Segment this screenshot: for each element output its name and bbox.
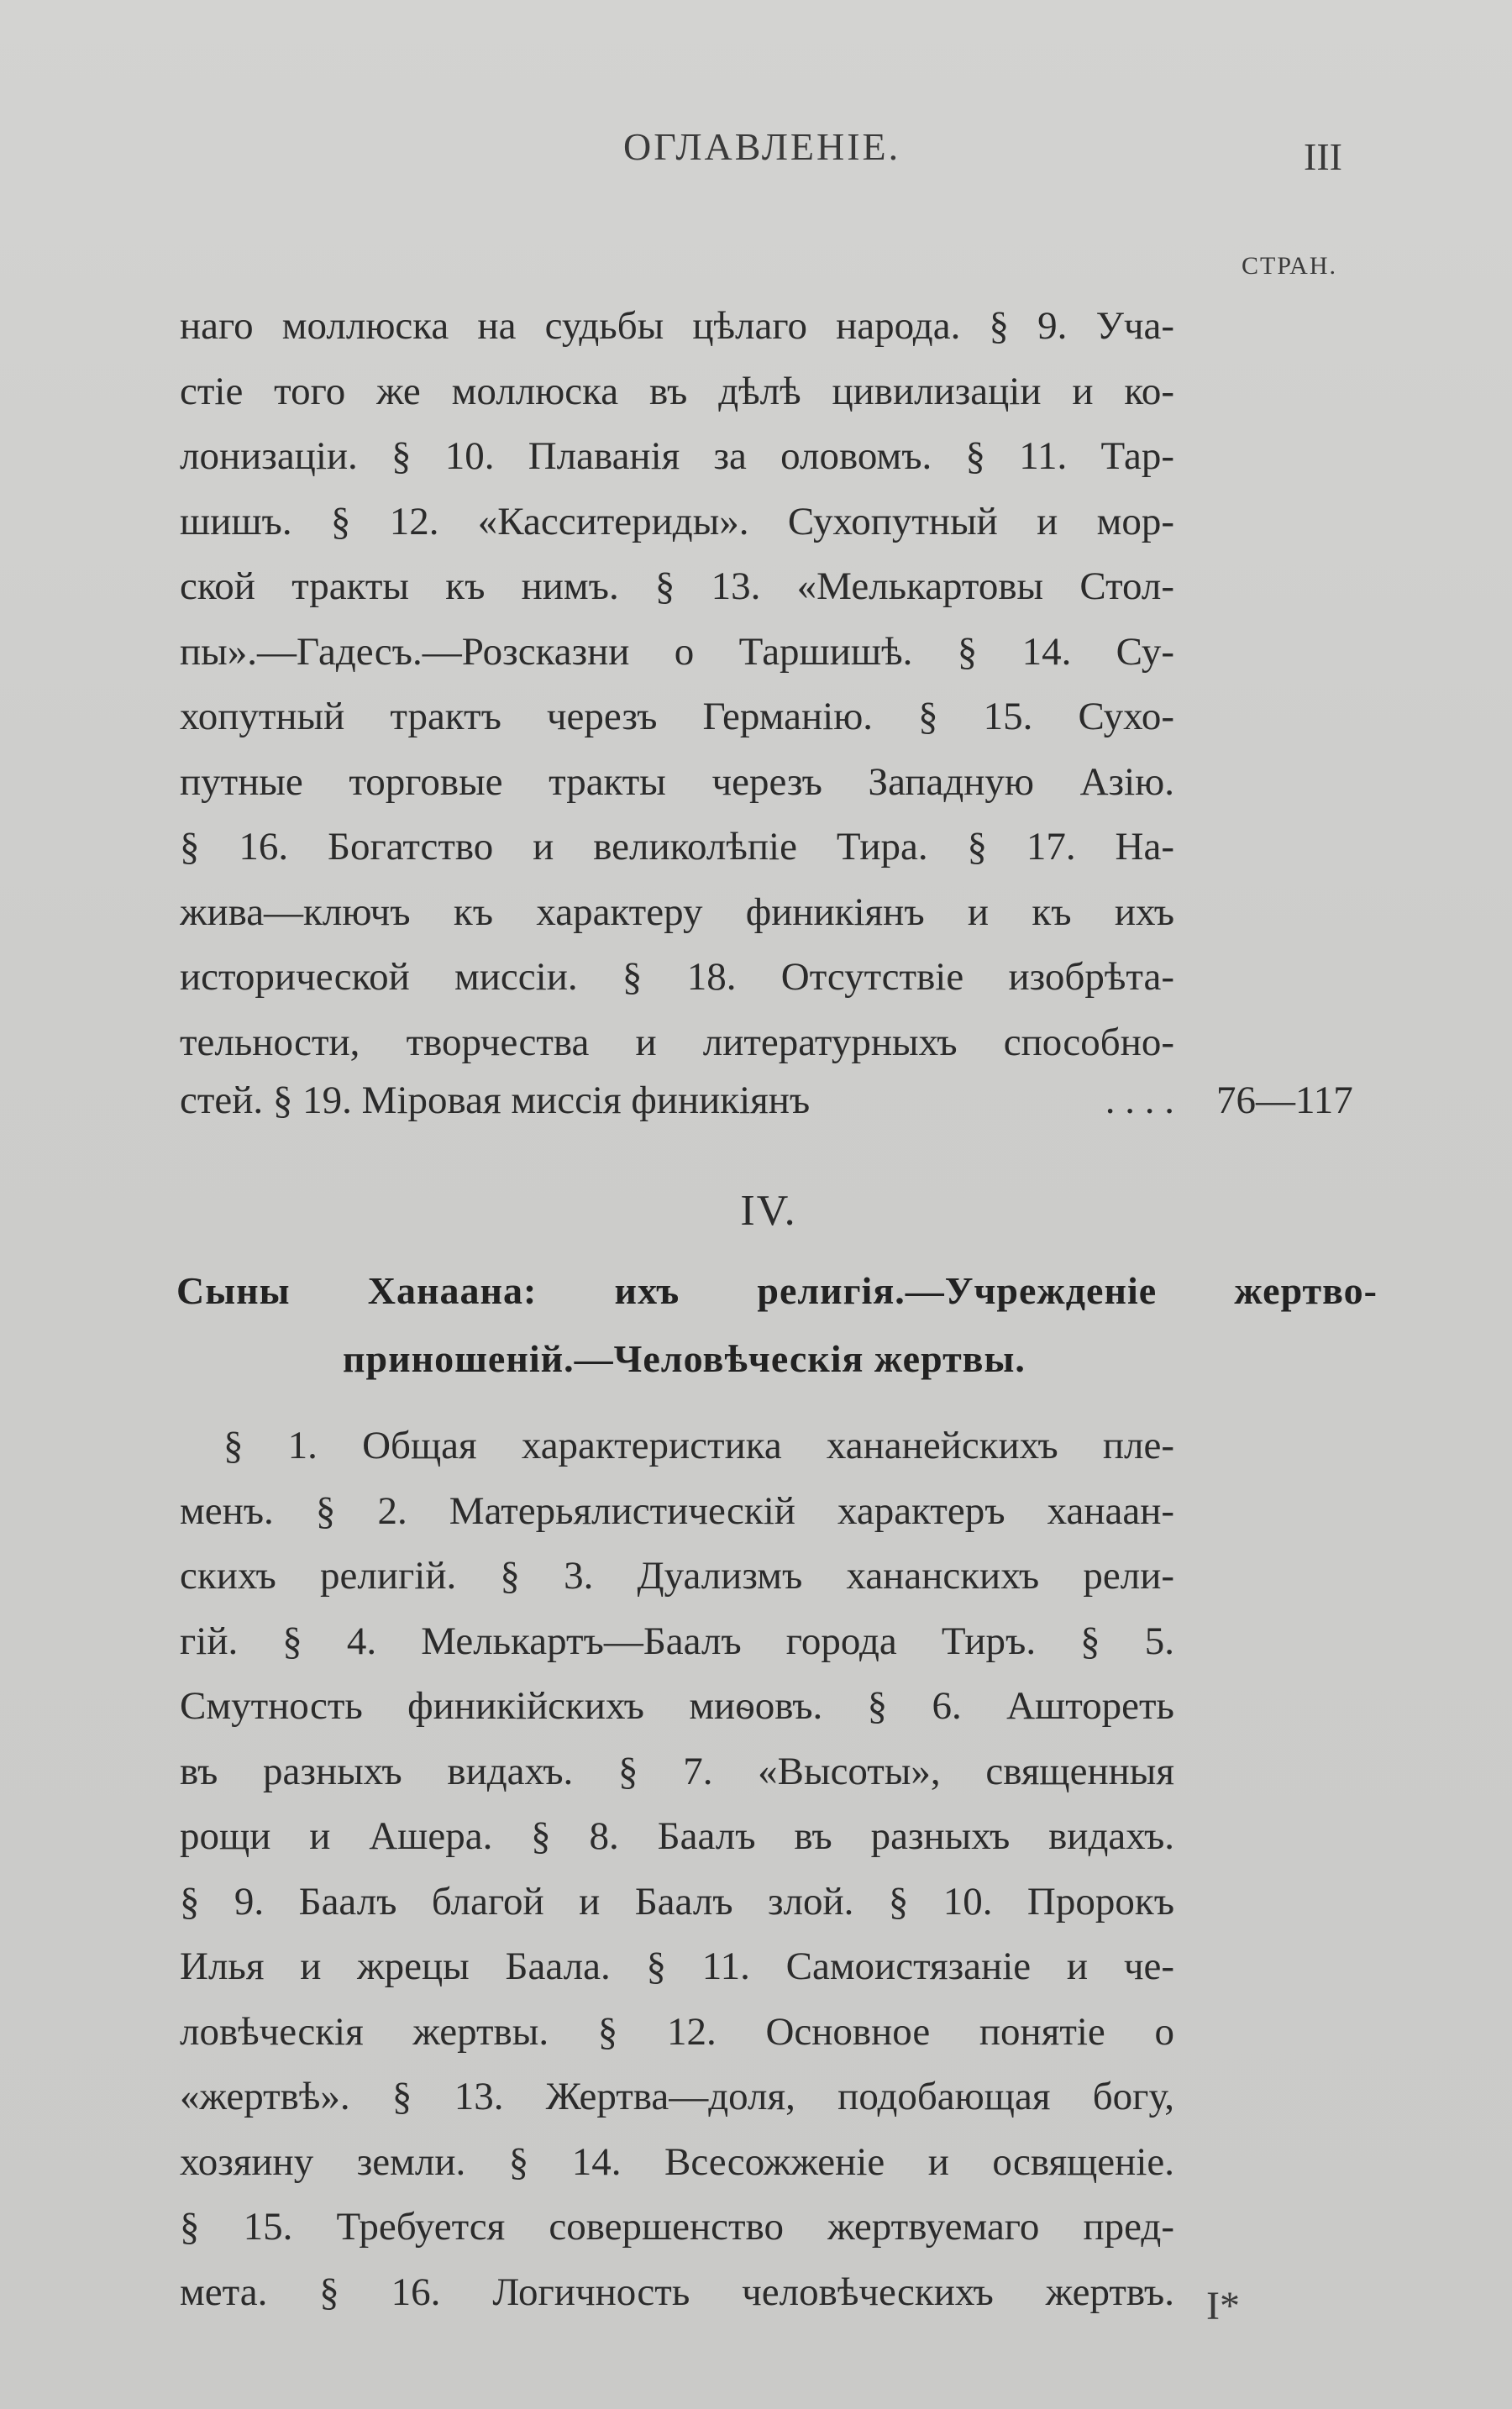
summary-line: жива—ключъ къ характеру финикіянъ и къ ихъ (180, 890, 1174, 934)
chapter-iv-summary (180, 1414, 1174, 2325)
dot-leader: . . . . (1105, 1079, 1174, 1122)
toc-entry-text: стей. § 19. Міровая миссія финикіянъ (180, 1079, 811, 1122)
summary-line: исторической миссіи. § 18. Отсутствіе изобрѣта- (180, 955, 1174, 999)
summary-line: § 16. Богатство и великолѣпіе Тира. § 17. На- (180, 825, 1174, 869)
summary-line: § 15. Требуется совершенство жертвуемаго пред- (180, 2205, 1174, 2249)
running-head: ОГЛАВЛЕНІЕ. (623, 125, 901, 168)
pages-column-label: СТРАН. (1242, 252, 1338, 280)
summary-line: въ разныхъ видахъ. § 7. «Высоты», священныя (180, 1749, 1174, 1793)
summary-line: скихъ религій. § 3. Дуализмъ хананскихъ рели- (180, 1554, 1174, 1598)
summary-line: хопутный трактъ черезъ Германію. § 15. Сухо- (180, 695, 1174, 738)
summary-line: Илья и жрецы Баала. § 11. Самоистязаніе и че- (180, 1945, 1174, 1988)
page-range: 76—117 (1216, 1079, 1353, 1122)
summary-line: мета. § 16. Логичность человѣческихъ жертвъ. (180, 2270, 1174, 2314)
chapter-number: IV. (740, 1187, 797, 1235)
summary-line: гій. § 4. Мелькартъ—Баалъ города Тиръ. § 5. (180, 1619, 1174, 1663)
toc-entry-last-line (180, 1068, 1174, 1134)
summary-line: «жертвѣ». § 13. Жертва—доля, подобающая богу, (180, 2075, 1174, 2118)
summary-line: пы».—Гадесъ.—Розсказни о Таршишѣ. § 14. Су- (180, 629, 1174, 674)
summary-line: наго моллюска на судьбы цѣлаго народа. § 9. Уча- (180, 304, 1174, 348)
section-iii-summary (180, 294, 1174, 1075)
summary-line: хозяину земли. § 14. Всесожженіе и освященіе. (180, 2139, 1174, 2184)
summary-line: § 9. Баалъ благой и Баалъ злой. § 10. Пророкъ (180, 1879, 1174, 1924)
summary-line: лонизаціи. § 10. Плаванія за оловомъ. § 11. Тар- (180, 434, 1174, 478)
summary-line: менъ. § 2. Матерьялистическій характеръ ханаан- (180, 1488, 1174, 1533)
chapter-title-line: Сыны Ханаана: ихъ религія.—Учрежденіе жертво- (176, 1269, 1378, 1312)
summary-line: Смутность финикійскихъ миѳовъ. § 6. Аштореть (180, 1684, 1174, 1728)
summary-line: рощи и Ашера. § 8. Баалъ въ разныхъ видахъ. (180, 1814, 1174, 1858)
summary-line: тельности, творчества и литературныхъ способно- (180, 1020, 1174, 1064)
summary-line: § 1. Общая характеристика хананейскихъ пле- (223, 1424, 1174, 1467)
chapter-title-line: приношеній.—Человѣческія жертвы. (343, 1337, 1026, 1380)
summary-line: ской тракты къ нимъ. § 13. «Мелькартовы Стол- (180, 564, 1174, 608)
summary-line: стіе того же моллюска въ дѣлѣ цивилизаціи и ко- (180, 369, 1174, 413)
page-number: III (1304, 135, 1342, 178)
signature-mark: I* (1206, 2284, 1240, 2328)
summary-line: путные торговые тракты черезъ Западную Азію. (180, 759, 1174, 804)
summary-line: шишъ. § 12. «Касситериды». Сухопутный и мор- (180, 499, 1174, 543)
summary-line: ловѣческія жертвы. § 12. Основное понятіе о (180, 2009, 1174, 2054)
